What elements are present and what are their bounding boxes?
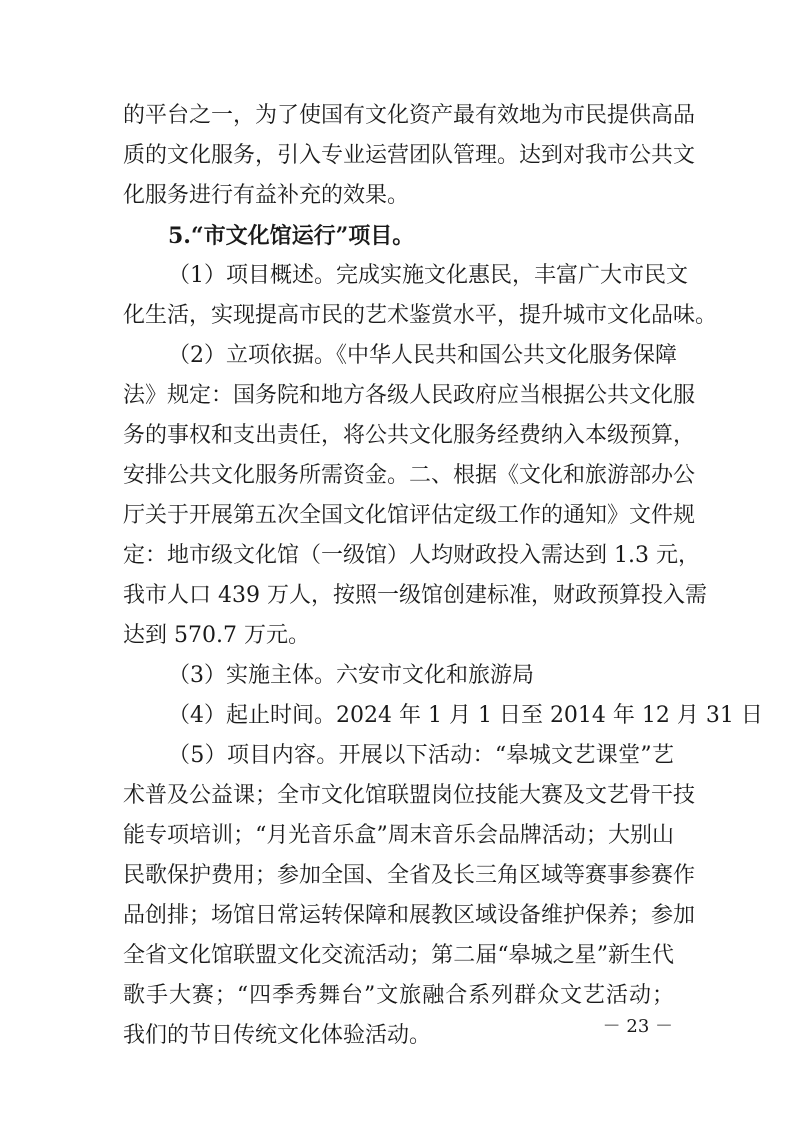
page-number: － 23 － [602,1016,673,1037]
section-heading: 5.“市文化馆运行”项目。 [168,223,415,249]
content-line-8: 我们的节日传统文化体验活动。 [123,1023,432,1048]
content-line-6: 全省文化馆联盟文化交流活动；第二届“皋城之星”新生代 [123,943,674,968]
content-line-1: （5）项目内容。开展以下活动：“皋城文艺课堂”艺 [168,743,674,768]
basis-line-5: 厅关于开展第五次全国文化馆评估定级工作的通知》文件规 [123,503,696,528]
overview-line-2: 化生活，实现提高市民的艺术鉴赏水平，提升城市文化品味。 [123,303,718,328]
basis-line-3: 务的事权和支出责任，将公共文化服务经费纳入本级预算， [123,423,696,448]
basis-line-2: 法》规定：国务院和地方各级人民政府应当根据公共文化服 [123,383,696,408]
overview-line-1: （1）项目概述。完成实施文化惠民，丰富广大市民文 [168,263,688,288]
content-line-3: 能专项培训；“月光音乐盒”周末音乐会品牌活动；大别山 [123,823,674,848]
basis-line-8: 达到 570.7 万元。 [123,623,310,648]
intro-line-2: 质的文化服务，引入专业运营团队管理。达到对我市公共文 [123,143,696,168]
content-line-2: 术普及公益课；全市文化馆联盟岗位技能大赛及文艺骨干技 [123,783,696,808]
content-line-4: 民歌保护费用；参加全国、全省及长三角区域等赛事参赛作 [123,863,696,888]
content-line-7: 歌手大赛；“四季秀舞台”文旅融合系列群众文艺活动； [123,983,674,1008]
basis-line-4: 安排公共文化服务所需资金。二、根据《文化和旅游部办公 [123,463,696,488]
period-line: （4）起止时间。2024 年 1 月 1 日至 2014 年 12 月 31 日 [168,703,763,728]
subject-line: （3）实施主体。六安市文化和旅游局 [168,663,534,688]
intro-line-1: 的平台之一，为了使国有文化资产最有效地为市民提供高品 [123,103,696,128]
basis-line-6: 定：地市级文化馆（一级馆）人均财政投入需达到 1.3 元， [123,543,700,568]
basis-line-1: （2）立项依据。《中华人民共和国公共文化服务保障 [168,343,677,368]
intro-line-3: 化服务进行有益补充的效果。 [123,183,410,208]
content-line-5: 品创排；场馆日常运转保障和展教区域设备维护保养；参加 [123,903,696,928]
basis-line-7: 我市人口 439 万人，按照一级馆创建标准，财政预算投入需 [123,583,707,608]
